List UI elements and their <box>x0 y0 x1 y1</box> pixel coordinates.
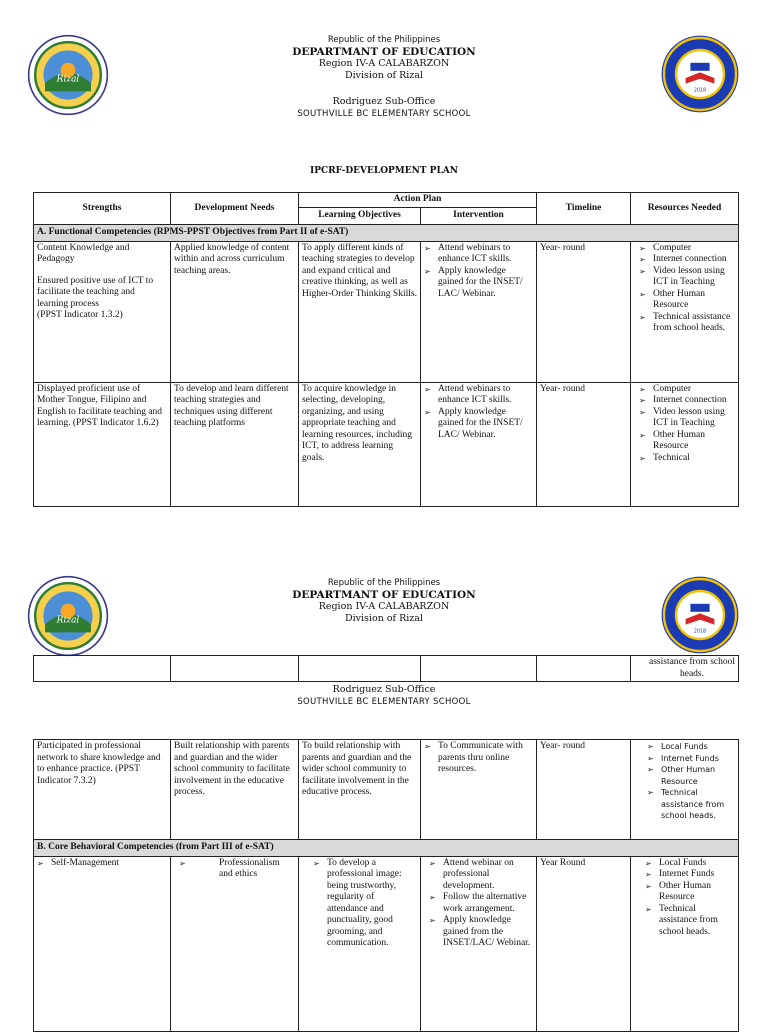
objective-cell <box>299 856 421 1031</box>
strength-indicator: (PPST Indicator 1.3.2) <box>37 310 123 320</box>
strength-cell: Participated in professional network to share knowledge and to enhance practice. (PPST Indicator 7.3.2) <box>34 740 171 840</box>
intervention-cell <box>421 856 537 1031</box>
continuation-cell: assistance from school heads. <box>631 656 739 682</box>
school-name-label: SOUTHVILLE BC ELEMENTARY SCHOOL <box>297 697 471 707</box>
section-b-row <box>34 840 739 857</box>
list-item: ➢ Apply knowledge gained from the INSET/LAC/ Webinar. <box>429 915 533 950</box>
development-plan-table-2 <box>33 739 739 1032</box>
strength-cell: Displayed proficient use of Mother Tongue, Filipino and English to facilitate teaching and learning. (PPST Indicator 1.6.2) <box>34 382 171 506</box>
svg-text:Rizal: Rizal <box>56 615 80 626</box>
list-item: ➢ Video lesson using ICT in Teaching <box>639 266 735 289</box>
list-item: ➢ Technical assistance from school heads. <box>639 312 735 335</box>
table-row <box>34 856 739 1031</box>
resources-cell <box>631 740 739 840</box>
page-title: IPCRF-DEVELOPMENT PLAN <box>310 166 458 176</box>
svg-text:Rizal: Rizal <box>56 74 80 85</box>
header-intervention: Intervention <box>421 208 537 225</box>
list-item: ➢ Follow the alternative work arrangement. <box>429 892 533 915</box>
list-item: ➢ Other Human Resource <box>647 764 735 787</box>
section-a-label: A. Functional Competencies (RPMS-PPST Objectives from Part II of e-SAT) <box>34 225 739 242</box>
list-item: ➢ Other Human Resource <box>645 881 735 904</box>
republic-label: Republic of the Philippines <box>327 578 441 588</box>
list-item: ➢ Apply knowledge gained for the INSET/ LAC/ Webinar. <box>424 266 533 301</box>
list-item: ➢ Attend webinar on professional development. <box>429 858 533 893</box>
strength-text: Ensured positive use of ICT to facilitate the teaching and learning process <box>37 275 154 309</box>
continuation-table <box>33 655 739 682</box>
timeline-cell: Year Round <box>537 856 631 1031</box>
dev-need-cell <box>171 856 299 1031</box>
page2-sub-office <box>0 684 768 708</box>
list-item: ➢ Computer <box>639 243 735 255</box>
list-item: ➢ Internet connection <box>639 254 735 266</box>
list-item: ➢ To Communicate with parents thru online resources. <box>424 741 533 776</box>
list-item: ➢ Computer <box>639 384 735 396</box>
strength-text: Content Knowledge and Pedagogy <box>37 242 130 264</box>
table-row <box>34 740 739 840</box>
timeline-cell: Year- round <box>537 241 631 382</box>
region-label: Region IV-A CALABARZON <box>318 58 450 69</box>
list-item: ➢ Technical <box>639 453 735 465</box>
dev-need-cell: To develop and learn different teaching strategies and techniques using different teaching platforms <box>171 382 299 506</box>
table-row <box>34 241 739 382</box>
header-timeline: Timeline <box>537 193 631 225</box>
objective-cell: To apply different kinds of teaching strategies to develop and expand critical and creative thinking, as well as Higher-Order Thinking Skills. <box>299 241 421 382</box>
division-label: Division of Rizal <box>345 613 423 624</box>
school-name-label: SOUTHVILLE BC ELEMENTARY SCHOOL <box>297 109 471 119</box>
intervention-cell <box>421 740 537 840</box>
list-item: ➢ Internet connection <box>639 395 735 407</box>
resources-cell <box>631 241 739 382</box>
dev-need-cell: Built relationship with parents and guardian and the wider school community to facilitate involvement in the educative process. <box>171 740 299 840</box>
list-item: ➢ Professionalism and ethics <box>179 858 295 881</box>
development-plan-table <box>33 192 739 507</box>
list-item: ➢ Attend webinars to enhance ICT skills. <box>424 243 533 266</box>
list-item: ➢ Local Funds <box>647 741 735 753</box>
list-item: ➢ Internet Funds <box>645 869 735 881</box>
timeline-cell: Year- round <box>537 382 631 506</box>
page2-letterhead <box>0 577 768 625</box>
list-item: ➢ Technical assistance from school heads. <box>645 904 735 939</box>
sub-office-label: Rodriguez Sub-Office <box>332 684 436 695</box>
list-item: ➢ Local Funds <box>645 858 735 870</box>
resources-cell <box>631 382 739 506</box>
table-row <box>34 382 739 506</box>
division-label: Division of Rizal <box>345 70 423 81</box>
republic-label: Republic of the Philippines <box>327 35 441 45</box>
svg-text:2018: 2018 <box>693 88 707 94</box>
department-label: DEPARTMANT OF EDUCATION <box>292 589 476 601</box>
resources-cell <box>631 856 739 1031</box>
page1-letterhead <box>0 34 768 120</box>
header-action-plan: Action Plan <box>299 193 537 208</box>
svg-text:2018: 2018 <box>693 629 707 635</box>
header-learning-objectives: Learning Objectives <box>299 208 421 225</box>
header-development-needs: Development Needs <box>171 193 299 225</box>
section-b-label: B. Core Behavioral Competencies (from Part III of e-SAT) <box>34 840 739 857</box>
list-item: ➢ Other Human Resource <box>639 289 735 312</box>
section-a-row <box>34 225 739 242</box>
department-label: DEPARTMANT OF EDUCATION <box>292 46 476 58</box>
sub-office-label: Rodriguez Sub-Office <box>332 96 436 107</box>
intervention-cell <box>421 241 537 382</box>
intervention-cell <box>421 382 537 506</box>
objective-cell: To acquire knowledge in selecting, developing, organizing, and using appropriate teaching and learning resources, including ICT, to address learning goals. <box>299 382 421 506</box>
list-item: ➢ Internet Funds <box>647 753 735 765</box>
list-item: ➢ Self-Management <box>37 858 167 870</box>
strength-cell <box>34 856 171 1031</box>
list-item: ➢ Technical assistance from school heads. <box>647 787 735 822</box>
list-item: ➢ Attend webinars to enhance ICT skills. <box>424 384 533 407</box>
list-item: ➢ Apply knowledge gained for the INSET/ LAC/ Webinar. <box>424 407 533 442</box>
strength-cell <box>34 241 171 382</box>
list-item: ➢ To develop a professional image: being trustworthy, regularity of attendance and punctuality, good grooming, and communication. <box>313 858 417 950</box>
timeline-cell: Year- round <box>537 740 631 840</box>
header-strengths: Strengths <box>34 193 171 225</box>
objective-cell: To build relationship with parents and guardian and the wider school community to facilitate involvement in the educative process. <box>299 740 421 840</box>
header-resources-needed: Resources Needed <box>631 193 739 225</box>
list-item: ➢ Other Human Resource <box>639 430 735 453</box>
dev-need-cell: Applied knowledge of content within and across curriculum teaching areas. <box>171 241 299 382</box>
region-label: Region IV-A CALABARZON <box>318 601 450 612</box>
list-item: ➢ Video lesson using ICT in Teaching <box>639 407 735 430</box>
table-row <box>34 656 739 682</box>
